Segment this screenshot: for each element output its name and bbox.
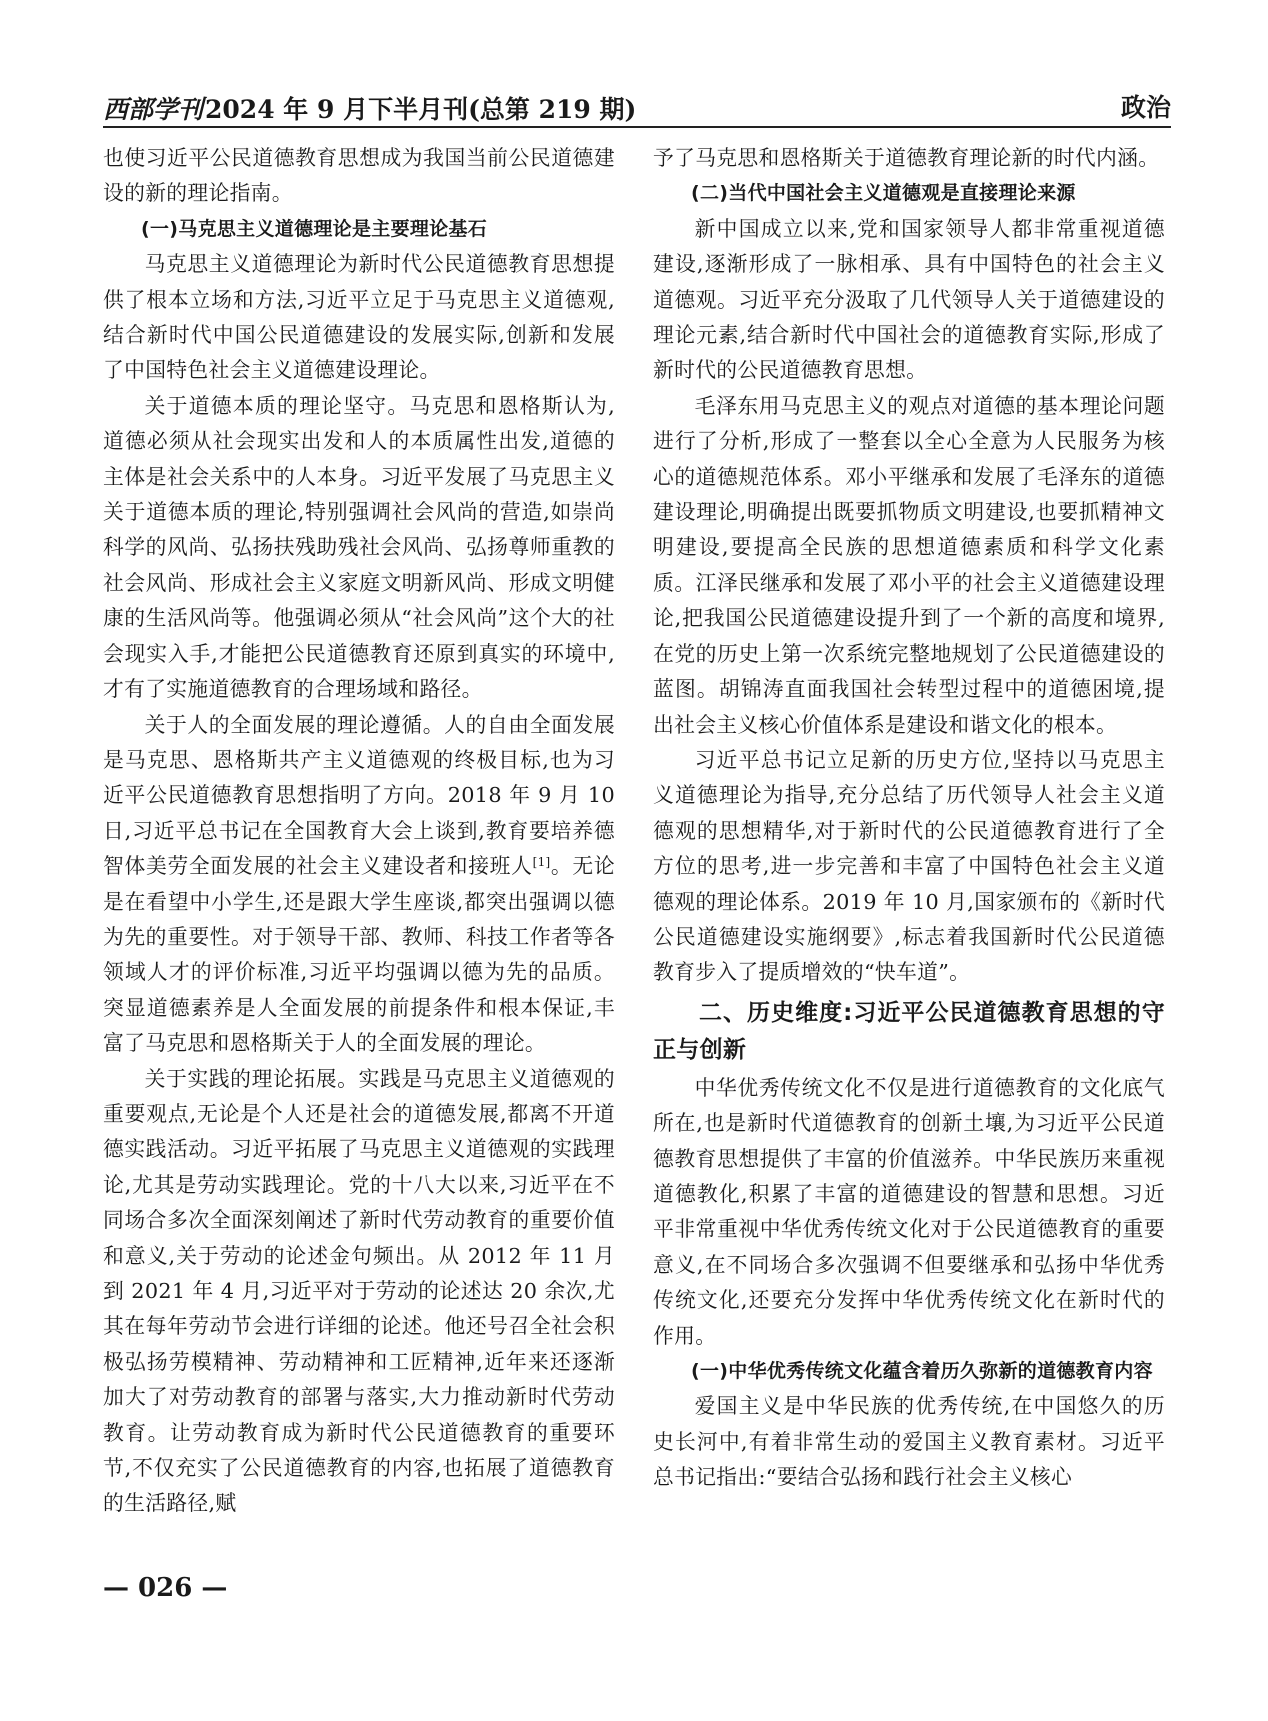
issue-info: 2024 年 9 月下半月刊(总第 219 期) — [205, 95, 637, 124]
subheading: (一)马克思主义道德理论是主要理论基石 — [141, 217, 488, 240]
paragraph: 中华优秀传统文化不仅是进行道德教育的文化底气所在,也是新时代道德教育的创新土壤,为习近平公民道德教育思想提供了丰富的价值滋养。中华民族历来重视道德教化,积累了丰富的道德建设的智慧和思想。习近平非常重视中华优秀传统文化对于公民道德教育的重要意义,在不同场合多次强调不但要继承和弘扬中华优秀传统文化,还要充分发挥中华优秀传统文化在新时代的作用。 — [653, 1075, 1165, 1348]
page-header — [103, 86, 1171, 126]
paragraph: 习近平总书记立足新的历史方位,坚持以马克思主义道德理论为指导,充分总结了历代领导人社会主义道德观的思想精华,对于新时代的公民道德教育进行了全方位的思考,进一步完善和丰富了中国特色社会主义道德观的理论体系。2019 年 10 月,国家颁布的《新时代公民道德建设实施纲要》,标志着我国新时代公民道德教育步入了提质增效的“快车道”。 — [653, 747, 1165, 985]
journal-logo: 西部学刊 — [103, 95, 204, 124]
paragraph: 关于道德本质的理论坚守。马克思和恩格斯认为,道德必须从社会现实出发和人的本质属性出发,道德的主体是社会关系中的人本身。习近平发展了马克思主义关于道德本质的理论,特别强调社会风尚的营造,如崇尚科学的风尚、弘扬扶残助残社会风尚、弘扬尊师重教的社会风尚、形成社会主义家庭文明新风尚、形成文明健康的生活风尚等。他强调必须从“社会风尚”这个大的社会现实入手,才能把公民道德教育还原到真实的环境中,才有了实施道德教育的合理场域和路径。 — [103, 393, 615, 702]
paragraph-text: 。无论是在看望中小学生,还是跟大学生座谈,都突出强调以德为先的重要性。对于领导干部、教师、科技工作者等各领域人才的评价标准,习近平均强调以德为先的品质。突显道德素养是人全面发展的前提条件和根本保证,丰富了马克思和恩格斯关于人的全面发展的理论。 — [103, 854, 615, 1056]
section-label: 政治 — [1120, 93, 1171, 122]
paragraph: 予了马克思和恩格斯关于道德教育理论新的时代内涵。 — [653, 146, 1160, 170]
paragraph: 也使习近平公民道德教育思想成为我国当前公民道德建设的新的理论指南。 — [103, 146, 615, 206]
section-heading: 二、历史维度:习近平公民道德教育思想的守正与创新 — [653, 999, 1165, 1063]
header-rule — [103, 126, 1171, 128]
journal-masthead — [103, 90, 636, 126]
paragraph: 新中国成立以来,党和国家领导人都非常重视道德建设,逐渐形成了一脉相承、具有中国特色的社会主义道德观。习近平充分汲取了几代领导人关于道德建设的理论元素,结合新时代中国社会的道德教育实际,形成了新时代的公民道德教育思想。 — [653, 216, 1165, 383]
paragraph: 毛泽东用马克思主义的观点对道德的基本理论问题进行了分析,形成了一整套以全心全意为人民服务为核心的道德规范体系。邓小平继承和发展了毛泽东的道德建设理论,明确提出既要抓物质文明建设,也要抓精神文明建设,要提高全民族的思想道德素质和科学文化素质。江泽民继承和发展了邓小平的社会主义道德建设理论,把我国公民道德建设提升到了一个新的高度和境界,在党的历史上第一次系统完整地规划了公民道德建设的蓝图。胡锦涛直面我国社会转型过程中的道德困境,提出社会主义核心价值体系是建设和谐文化的根本。 — [653, 393, 1165, 737]
page-number: — 026 — — [103, 1573, 228, 1603]
subheading: (二)当代中国社会主义道德观是直接理论来源 — [691, 182, 1076, 205]
right-column — [653, 141, 1165, 1496]
subheading: (一)中华优秀传统文化蕴含着历久弥新的道德教育内容 — [691, 1360, 1153, 1382]
paragraph: 关于实践的理论拓展。实践是马克思主义道德观的重要观点,无论是个人还是社会的道德发展,都离不开道德实践活动。习近平拓展了马克思主义道德观的实践理论,尤其是劳动实践理论。党的十八大以来,习近平在不同场合多次全面深刻阐述了新时代劳动教育的重要价值和意义,关于劳动的论述金句频出。从 2012 年 11 月到 2021 年 4 月,习近平对于劳动的论述达 20 余次,尤其在每年劳动节会进行详细的论述。他还号召全社会积极弘扬劳模精神、劳动精神和工匠精神,近年来还逐渐加大了对劳动教育的部署与落实,大力推动新时代劳动教育。让劳动教育成为新时代公民道德教育的重要环节,不仅充实了公民道德教育的内容,也拓展了道德教育的生活路径,赋 — [103, 1066, 615, 1516]
citation-ref: [1] — [532, 855, 551, 870]
paragraph — [103, 708, 615, 1062]
paragraph: 马克思主义道德理论为新时代公民道德教育思想提供了根本立场和方法,习近平立足于马克思主义道德观,结合新时代中国公民道德建设的发展实际,创新和发展了中国特色社会主义道德建设理论。 — [103, 252, 615, 383]
paragraph-text: 关于人的全面发展的理论遵循。人的自由全面发展是马克思、恩格斯共产主义道德观的终极目标,也为习近平公民道德教育思想指明了方向。2018 年 9 月 10 日,习近平总书记在全国教育大会上谈到,教育要培养德智体美劳全面发展的社会主义建设者和接班人 — [103, 712, 615, 879]
left-column — [103, 141, 615, 1522]
paragraph: 爱国主义是中华民族的优秀传统,在中国悠久的历史长河中,有着非常生动的爱国主义教育素材。习近平总书记指出:“要结合弘扬和践行社会主义核心 — [653, 1394, 1165, 1490]
